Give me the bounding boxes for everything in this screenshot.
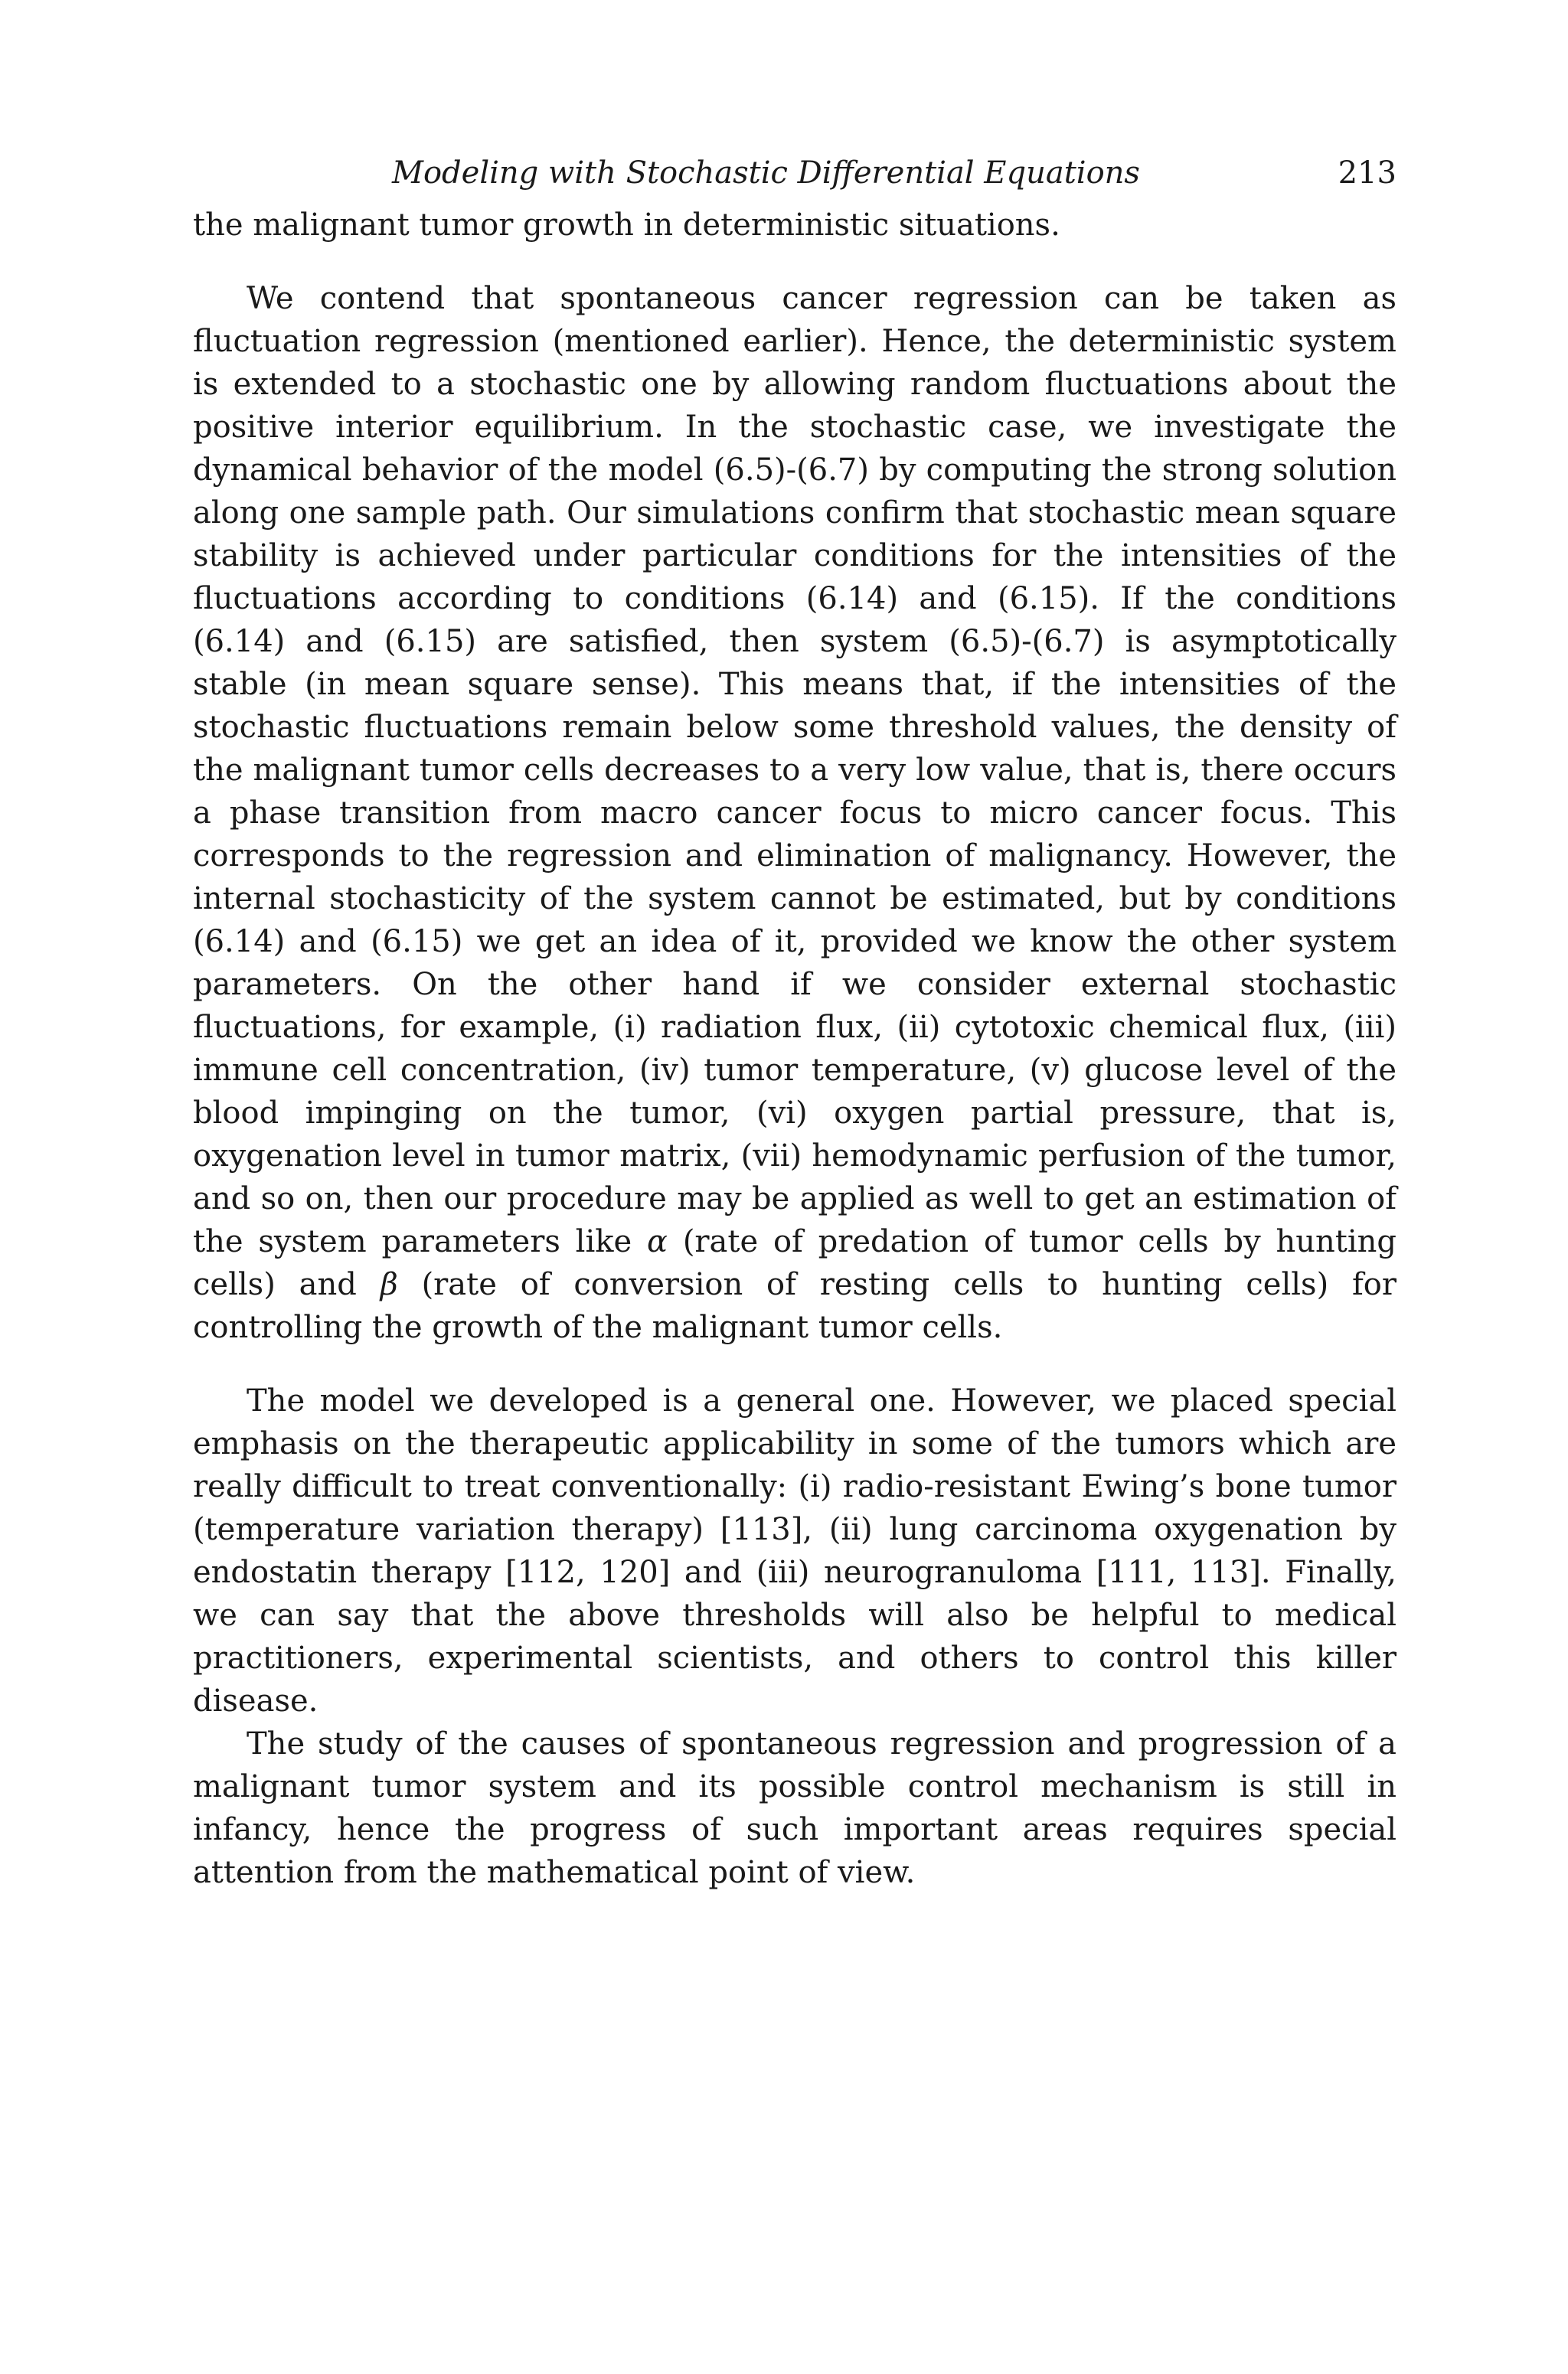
paragraph-study-causes: The study of the causes of spontaneous regression and progression of a malignant tumor system and its possible control mechanism is still in infancy, hence the progress of such important areas requires special attention from the mathematical point of view. [193,1726,1396,1890]
paragraph-text-part-a: We contend that spontaneous cancer regression can be taken as fluctuation regression (mentioned earlier). Hence, the deterministic system is extended to a stochastic one by allowing random fluctuations about the positive interior equilibrium. In the stochastic case, we investigate the dynamical behavior of the model (6.5)-(6.7) by computing the strong solution along one sample path. Our simulations confirm that stochastic mean square stability is achieved under particular conditions for the intensities of the fluctuations according to conditions (6.14) and (6.15). If the conditions (6.14) and (6.15) are satisfied, then system (6.5)-(6.7) is asymptotically stable (in mean square sense). This means that, if the intensities of the stochastic fluctuations remain below some threshold values, the density of the malignant tumor cells decreases to a very low value, that is, there occurs a phase transition from macro cancer focus to micro cancer focus. This corresponds to the regression and elimination of malignancy. However, the internal stochasticity of the system cannot be estimated, but by conditions (6.14) and (6.15) we get an idea of it, provided we know the other system parameters. On the other hand if we consider external stochastic fluctuations, for example, (i) radiation flux, (ii) cytotoxic chemical flux, (iii) immune cell concentration, (iv) tumor temperature, (v) glucose level of the blood impinging on the tumor, (vi) oxygen partial pressure, that is, oxygenation level in tumor matrix, (vii) hemodynamic perfusion of the tumor, and so on, then our procedure may be applied as well to get an estimation of the system parameters like [193,281,1396,1259]
running-title: Modeling with Stochastic Differential Equations [392,155,1140,191]
paragraph-continuation: the malignant tumor growth in deterministic situations. [193,207,1060,243]
book-page [193,150,1396,1894]
paragraph-model-applicability: The model we developed is a general one. However, we placed special emphasis on the therapeutic applicability in some of the tumors which are really difficult to treat conventionally: (i) radio-resistant Ewing’s bone tumor (temperature variation therapy) [113], (ii) lung carcinoma oxygenation by endostatin therapy [112, 120] and (iii) neurogranuloma [111, 113]. Finally, we can say that the above thresholds will also be helpful to medical practitioners, experimental scientists, and others to control this killer disease. [193,1383,1396,1719]
page-number: 213 [1338,155,1396,191]
paragraph-text-part-c: (rate of conversion of resting cells to hunting cells) for controlling the growth of the malignant tumor cells. [193,1267,1396,1345]
running-head [193,150,1396,196]
paragraph-text-part-b: (rate of predation of tumor cells by hunting cells) and [193,1224,1396,1302]
alpha-symbol: α [646,1224,668,1259]
beta-symbol: β [380,1267,398,1302]
paragraph-stochastic-regression [193,277,1396,1349]
